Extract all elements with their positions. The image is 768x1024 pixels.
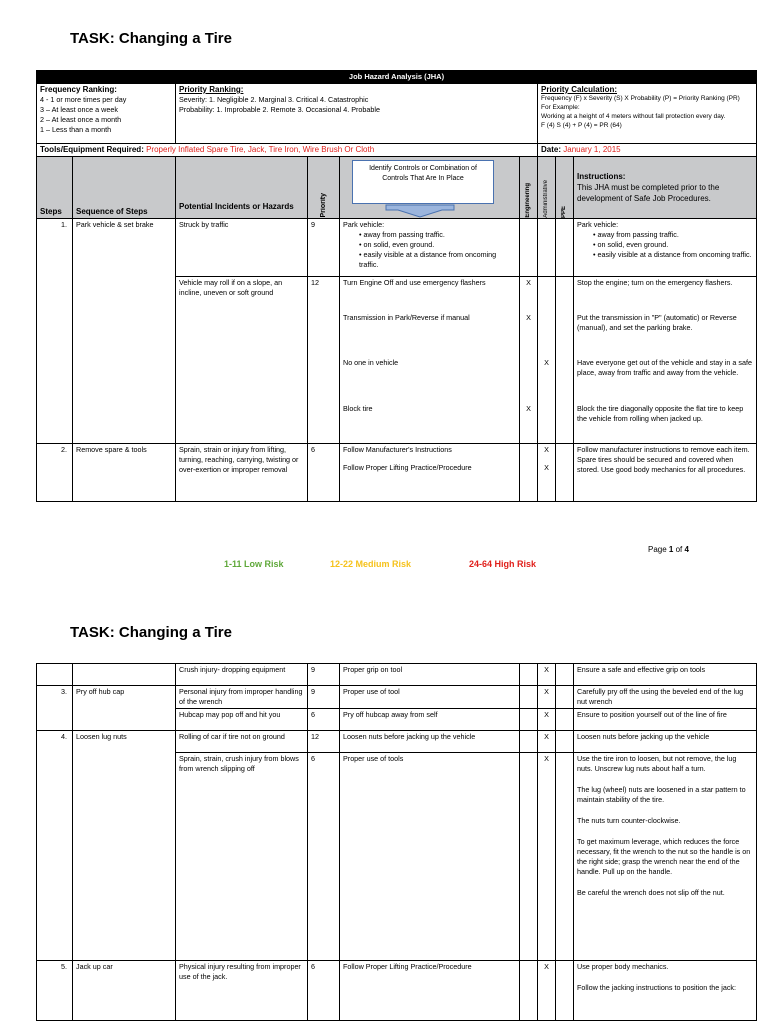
control-line: Follow Manufacturer's Instructions <box>343 445 452 454</box>
control-line: Follow Proper Lifting Practice/Procedure <box>343 463 472 472</box>
jha-table-continued <box>36 663 757 1021</box>
probability-line: Probability: 1. Improbable 2. Remote 3. Occasional 4. Probable <box>179 105 380 114</box>
instruction: Ensure a safe and effective grip on tools <box>574 664 757 686</box>
frequency-title: Frequency Ranking: <box>40 85 117 94</box>
ppe-mark <box>556 357 574 403</box>
administrative-mark <box>538 403 556 444</box>
engineering-mark: X <box>520 277 538 312</box>
engineering-mark <box>520 444 538 502</box>
instructions-text: This JHA must be completed prior to the development of Safe Job Procedures. <box>577 183 720 203</box>
priority-calculation <box>538 84 757 144</box>
step-number: 1. <box>37 219 73 444</box>
hazard: Crush injury- dropping equipment <box>176 664 308 686</box>
hazard: Personal injury from improper handling of the wrench <box>176 686 308 709</box>
priority-value: 6 <box>308 444 340 502</box>
administrative-mark: X <box>538 731 556 753</box>
priority-value: 9 <box>308 686 340 709</box>
col-instructions <box>574 157 757 219</box>
ppe-mark <box>556 664 574 686</box>
calc-example-label: For Example: <box>541 104 580 111</box>
control: Proper grip on tool <box>340 664 520 686</box>
priority-value: 9 <box>308 219 340 277</box>
engineering-mark: X <box>520 403 538 444</box>
engineering-mark <box>520 664 538 686</box>
date-value: January 1, 2015 <box>563 145 621 154</box>
step-sequence: Jack up car <box>73 961 176 1021</box>
x-mark: X <box>544 445 549 454</box>
instruction-paragraph: Follow the jacking instructions to position the jack: <box>577 983 737 992</box>
col-administrative <box>538 157 556 219</box>
control: Proper use of tools <box>340 753 520 961</box>
engineering-mark <box>520 731 538 753</box>
step-sequence: Loosen lug nuts <box>73 731 176 961</box>
page-title: TASK: Changing a Tire <box>70 30 232 47</box>
instructions-title: Instructions: <box>577 172 626 181</box>
jha-table <box>36 70 757 502</box>
controls-callout: Identify Controls or Combination of Controls That Are In Place <box>352 160 494 204</box>
col-steps: Steps <box>37 157 73 219</box>
control: Turn Engine Off and use emergency flashers <box>340 277 520 312</box>
engineering-mark <box>520 961 538 1021</box>
tools-row <box>37 144 538 157</box>
hazard: Sprain, strain or injury from lifting, turning, reaching, carrying, twisting or over-exertion or improper removal <box>176 444 308 502</box>
control <box>340 444 520 502</box>
step-number: 5. <box>37 961 73 1021</box>
step-sequence: Pry off hub cap <box>73 686 176 731</box>
instruction-title: Park vehicle: <box>577 220 619 229</box>
instruction-paragraph: Use proper body mechanics. <box>577 962 669 971</box>
instruction-paragraph: To get maximum leverage, which reduces the force necessary, fit the wrench to the nut so the handle is on the right side; grasp the wrench near the end of the handle. Pull up on the handle. <box>577 837 751 876</box>
step-number: 2. <box>37 444 73 502</box>
instruction: Loosen nuts before jacking up the vehicle <box>574 731 757 753</box>
control: Block tire <box>340 403 520 444</box>
administrative-mark: X <box>538 709 556 731</box>
administrative-mark: X <box>538 357 556 403</box>
instruction: Put the transmission in "P" (automatic) or Reverse (manual), and set the parking brake. <box>574 312 757 357</box>
hazard: Struck by traffic <box>176 219 308 277</box>
severity-line: Severity: 1. Negligible 2. Marginal 3. Critical 4. Catastrophic <box>179 95 369 104</box>
administrative-mark <box>538 277 556 312</box>
instruction-paragraph: Use the tire iron to loosen, but not remove, the lug nuts. Unscrew lug nuts about half a turn. <box>577 754 737 773</box>
step-number: 4. <box>37 731 73 961</box>
page-title: TASK: Changing a Tire <box>70 624 232 641</box>
priority-title: Priority Ranking: <box>179 85 244 94</box>
control: Loosen nuts before jacking up the vehicle <box>340 731 520 753</box>
priority-value: 6 <box>308 753 340 961</box>
frequency-line: 2 – At least once a month <box>40 115 122 124</box>
ppe-mark <box>556 961 574 1021</box>
col-priority-label: Priority <box>320 193 327 218</box>
priority-ranking <box>176 84 538 144</box>
administrative-mark <box>538 312 556 357</box>
ppe-mark <box>556 403 574 444</box>
ppe-mark <box>556 731 574 753</box>
calc-title: Priority Calculation: <box>541 85 618 94</box>
priority-value: 6 <box>308 961 340 1021</box>
risk-high: 24-64 High Risk <box>469 559 537 569</box>
administrative-mark <box>538 219 556 277</box>
control: Transmission in Park/Reverse if manual <box>340 312 520 357</box>
administrative-mark: X <box>538 753 556 961</box>
instruction <box>574 961 757 1021</box>
step-sequence: Remove spare & tools <box>73 444 176 502</box>
priority-value: 12 <box>308 731 340 753</box>
step-number <box>37 664 73 686</box>
callout-arrow <box>380 204 460 218</box>
risk-medium: 12-22 Medium Risk <box>330 559 412 569</box>
calc-formula: Frequency (F) x Severity (S) X Probability (P) = Priority Ranking (PR) <box>541 95 740 102</box>
engineering-mark <box>520 219 538 277</box>
col-engineering <box>520 157 538 219</box>
engineering-mark <box>520 686 538 709</box>
control <box>340 219 520 277</box>
engineering-mark <box>520 753 538 961</box>
administrative-mark: X <box>538 961 556 1021</box>
ppe-mark <box>556 753 574 961</box>
frequency-line: 4 - 1 or more times per day <box>40 95 127 104</box>
engineering-mark <box>520 357 538 403</box>
priority-value: 12 <box>308 277 340 444</box>
ppe-mark <box>556 709 574 731</box>
hazard: Physical injury resulting from improper use of the jack. <box>176 961 308 1021</box>
administrative-mark: X <box>538 664 556 686</box>
control: Pry off hubcap away from self <box>340 709 520 731</box>
frequency-line: 1 – Less than a month <box>40 125 112 134</box>
col-engineering-label: Engineering <box>525 183 531 218</box>
instruction: Have everyone get out of the vehicle and stay in a safe place, away from traffic and away from the vehicle. <box>574 357 757 403</box>
tools-label: Tools/Equipment Required: <box>40 145 144 154</box>
instruction: Ensure to position yourself out of the line of fire <box>574 709 757 731</box>
control: Proper use of tool <box>340 686 520 709</box>
administrative-mark <box>538 444 556 502</box>
instruction: Block the tire diagonally opposite the flat tire to keep the vehicle from rolling when jacked up. <box>574 403 757 444</box>
col-ppe <box>556 157 574 219</box>
control-bullet: • away from passing traffic. <box>359 230 516 240</box>
control-bullet: • easily visible at a distance from oncoming traffic. <box>359 250 516 270</box>
col-administrative-label: Administrative <box>543 180 549 218</box>
page-number: Page 1 of 4 <box>648 545 689 554</box>
hazard: Hubcap may pop off and hit you <box>176 709 308 731</box>
frequency-ranking <box>37 84 176 144</box>
engineering-mark: X <box>520 312 538 357</box>
hazard: Rolling of car if tire not on ground <box>176 731 308 753</box>
hazard: Vehicle may roll if on a slope, an incline, uneven or soft ground <box>176 277 308 444</box>
date-row <box>538 144 757 157</box>
instruction <box>574 753 757 961</box>
ppe-mark <box>556 312 574 357</box>
ppe-mark <box>556 444 574 502</box>
risk-low: 1-11 Low Risk <box>224 559 284 569</box>
date-label: Date: <box>541 145 562 154</box>
ppe-mark <box>556 219 574 277</box>
instruction-paragraph: Be careful the wrench does not slip off the nut. <box>577 888 725 897</box>
instruction-bullet: • on solid, even ground. <box>593 240 753 250</box>
calc-example-calc: F (4) S (4) + P (4) = PR (64) <box>541 122 622 129</box>
step-sequence: Park vehicle & set brake <box>73 219 176 444</box>
instruction <box>574 219 757 277</box>
control-bullet: • on solid, even ground. <box>359 240 516 250</box>
control: No one in vehicle <box>340 357 520 403</box>
step-sequence <box>73 664 176 686</box>
x-mark: X <box>544 463 549 472</box>
jha-title: Job Hazard Analysis (JHA) <box>37 71 757 84</box>
col-sequence: Sequence of Steps <box>73 157 176 219</box>
step-number: 3. <box>37 686 73 731</box>
ppe-mark <box>556 686 574 709</box>
ppe-mark <box>556 277 574 312</box>
control-title: Park vehicle: <box>343 220 385 229</box>
administrative-mark: X <box>538 686 556 709</box>
instruction-bullet: • away from passing traffic. <box>593 230 753 240</box>
priority-value: 9 <box>308 664 340 686</box>
control: Follow Proper Lifting Practice/Procedure <box>340 961 520 1021</box>
instruction: Follow manufacturer instructions to remove each item. Spare tires should be secured and covered when stored. Use good body mechanics for all procedures. <box>574 444 757 502</box>
calc-example-text: Working at a height of 4 meters without fall protection every day. <box>541 113 726 120</box>
instruction: Stop the engine; turn on the emergency flashers. <box>574 277 757 312</box>
instruction-paragraph: The nuts turn counter-clockwise. <box>577 816 681 825</box>
col-hazards: Potential Incidents or Hazards <box>176 157 308 219</box>
instruction-bullet: • easily visible at a distance from oncoming traffic. <box>593 250 753 260</box>
instruction: Carefully pry off the using the beveled end of the lug nut wrench <box>574 686 757 709</box>
engineering-mark <box>520 709 538 731</box>
col-priority <box>308 157 340 219</box>
frequency-line: 3 – At least once a week <box>40 105 118 114</box>
col-ppe-label: PPE <box>561 205 567 218</box>
tools-value: Properly Inflated Spare Tire, Jack, Tire Iron, Wire Brush Or Cloth <box>146 145 375 154</box>
hazard: Sprain, strain, crush injury from blows from wrench slipping off <box>176 753 308 961</box>
instruction-paragraph: The lug (wheel) nuts are loosened in a star pattern to maintain stability of the tire. <box>577 785 746 804</box>
priority-value: 6 <box>308 709 340 731</box>
